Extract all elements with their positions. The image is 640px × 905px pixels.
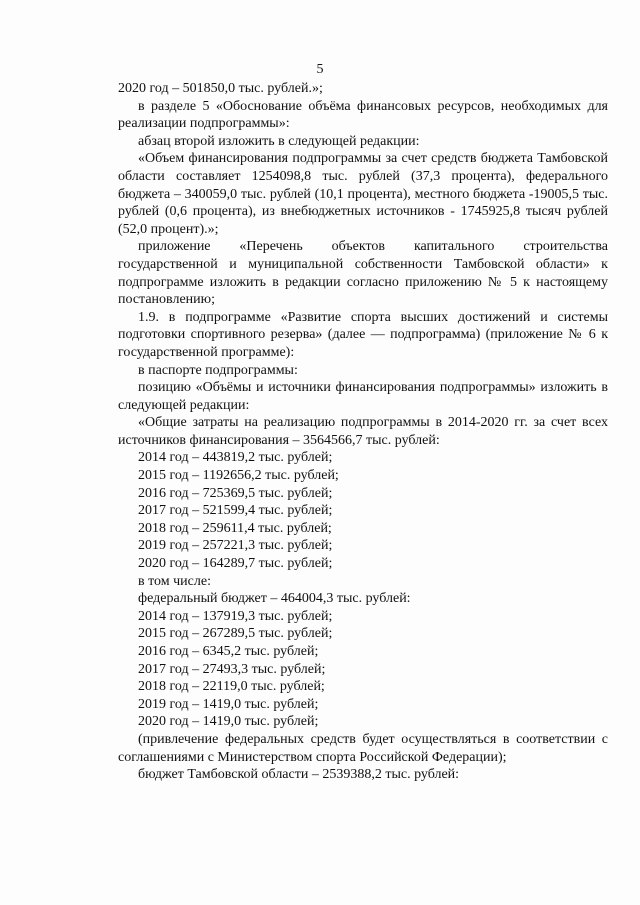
list-item: 2018 год – 22119,0 тыс. рублей;	[138, 679, 325, 695]
list-item: 2017 год – 27493,3 тыс. рублей;	[138, 661, 326, 677]
list-item: 2019 год – 1419,0 тыс. рублей;	[138, 696, 319, 712]
paragraph: в паспорте подпрограммы:	[138, 362, 298, 378]
list-item: 2015 год – 1192656,2 тыс. рублей;	[138, 468, 339, 484]
list-item: 2020 год – 164289,7 тыс. рублей;	[138, 556, 333, 572]
paragraph: абзац второй изложить в следующей редакции:	[138, 133, 420, 149]
document-body	[118, 80, 608, 784]
list-item: 2018 год – 259611,4 тыс. рублей;	[138, 520, 332, 536]
paragraph: 2020 год – 501850,0 тыс. рублей.»;	[118, 81, 323, 96]
list-item: 2014 год – 137919,3 тыс. рублей;	[138, 608, 333, 624]
list-item: 2015 год – 267289,5 тыс. рублей;	[138, 626, 333, 642]
list-item: 2017 год – 521599,4 тыс. рублей;	[138, 503, 333, 519]
paragraph: 1.9. в подпрограмме «Развитие спорта высших достижений и системы подготовки спортивного резерва» (далее — подпрограмма) (приложение № 6 к государственной программе):	[118, 309, 608, 360]
list-item: 2019 год – 257221,3 тыс. рублей;	[138, 538, 333, 554]
page-number: 5	[316, 62, 324, 77]
paragraph: в разделе 5 «Обоснование объёма финансовых ресурсов, необходимых для реализации подпрограммы»:	[118, 98, 608, 132]
paragraph: бюджет Тамбовской области – 2539388,2 тыс. рублей:	[138, 767, 460, 783]
list-item: федеральный бюджет – 464004,3 тыс. рублей:	[138, 591, 411, 607]
paragraph: приложение «Перечень объектов капитального строительства государственной и муниципальной собственности Тамбовской области» к подпрограмме изложить в редакции согласно приложению № 5 к настоящему постановлению;	[118, 239, 608, 308]
list-item: 2014 год – 443819,2 тыс. рублей;	[138, 450, 333, 466]
list-item: 2016 год – 725369,5 тыс. рублей;	[138, 485, 333, 501]
list-item: 2016 год – 6345,2 тыс. рублей;	[138, 644, 319, 659]
list-item: в том числе:	[138, 573, 211, 589]
paragraph: позицию «Объёмы и источники финансирования подпрограммы» изложить в следующей редакции:	[118, 380, 608, 413]
paragraph: (привлечение федеральных средств будет осуществляться в соответствии с соглашениями с Министерством спорта Российской Федерации);	[118, 731, 608, 765]
paragraph: «Объем финансирования подпрограммы за счет средств бюджета Тамбовской области составляет 1254098,8 тыс. рублей (37,3 процента), федерального бюджета – 340059,0 тыс. рублей (10,1 процента), местного бюджета -19005,5 тыс. рублей (0,6 процента), из внебюджетных источников - 1745925,8 тысяч рублей (52,0 процент).»;	[118, 151, 608, 237]
list-item: 2020 год – 1419,0 тыс. рублей;	[138, 714, 319, 730]
paragraph: «Общие затраты на реализацию подпрограммы в 2014-2020 гг. за счет всех источников финансирования – 3564566,7 тыс. рублей:	[118, 415, 608, 448]
